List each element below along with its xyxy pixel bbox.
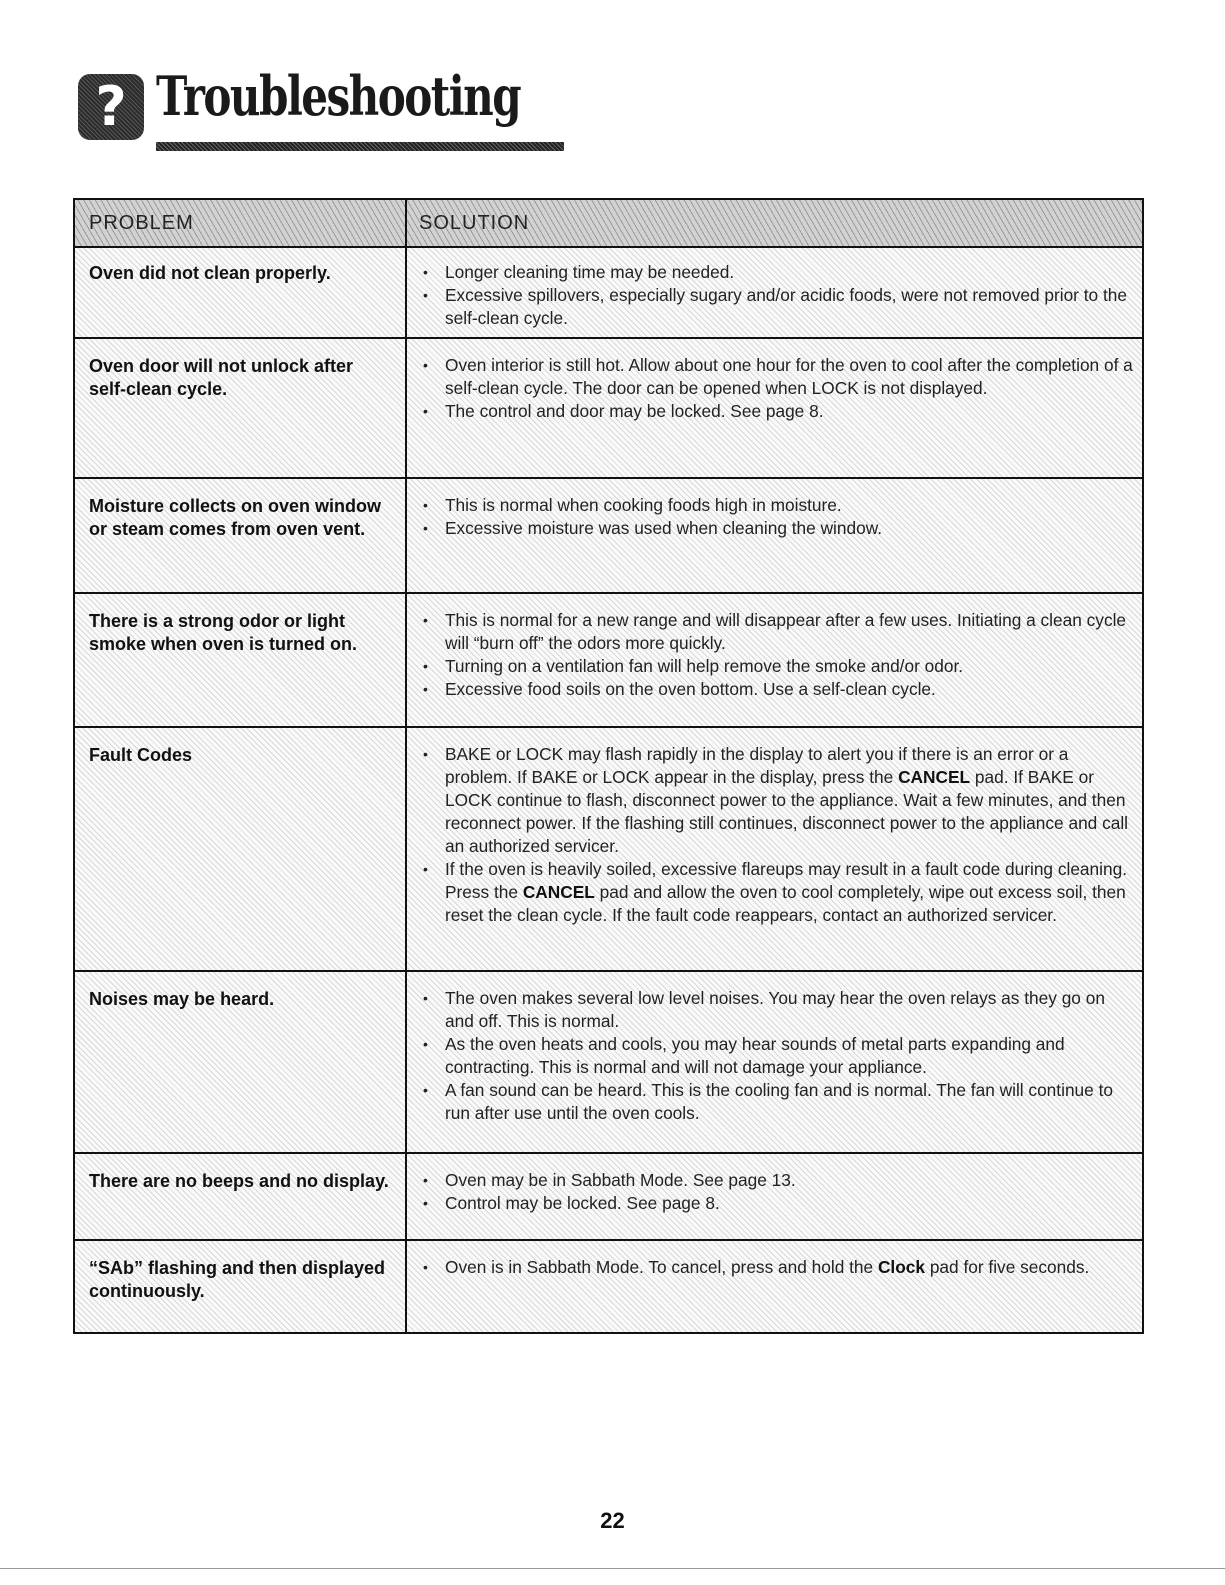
solution-item: • As the oven heats and cools, you may hear sounds of metal parts expanding and contracting. This is normal and will not damage your appliance. — [421, 1033, 1137, 1079]
table-row — [75, 972, 1142, 1154]
solution-item: • If the oven is heavily soiled, excessive flareups may result in a fault code during cleaning. Press the CANCEL pad and allow the oven to cool completely, wipe out excess soil, then reset the clean cycle. If the fault code reappears, contact an authorized servicer. — [421, 858, 1137, 927]
solution-item: • Excessive moisture was used when cleaning the window. — [421, 517, 1137, 540]
table-row — [75, 728, 1142, 972]
table-row — [75, 339, 1142, 479]
column-divider — [405, 246, 407, 337]
header-divider — [405, 200, 407, 246]
solution-list — [421, 1256, 1137, 1279]
solution-item: • Excessive spillovers, especially sugary and/or acidic foods, were not removed prior to the self-clean cycle. — [421, 284, 1137, 330]
solution-list — [421, 1169, 1137, 1215]
solution-item: • The oven makes several low level noises. You may hear the oven relays as they go on and off. This is normal. — [421, 987, 1137, 1033]
solution-list — [421, 987, 1137, 1125]
problem-text: Oven did not clean properly. — [89, 263, 331, 283]
problem-text: Noises may be heard. — [89, 989, 275, 1009]
solution-list — [421, 494, 1137, 540]
solution-item: • Oven is in Sabbath Mode. To cancel, press and hold the Clock pad for five seconds. — [421, 1256, 1137, 1279]
problem-text: There are no beeps and no display. — [89, 1171, 389, 1191]
question-mark-icon — [78, 74, 144, 140]
question-mark-glyph: ? — [95, 75, 127, 138]
problem-text: “SAb” flashing and then displayed continuously. — [89, 1258, 386, 1301]
title-underline — [156, 142, 564, 151]
solution-item: • The control and door may be locked. See page 8. — [421, 400, 1137, 423]
column-divider — [405, 594, 407, 726]
solution-item: • Oven interior is still hot. Allow about one hour for the oven to cool after the completion of a self-clean cycle. The door can be opened when LOCK is not displayed. — [421, 354, 1137, 400]
column-divider — [405, 728, 407, 970]
solution-item: • This is normal for a new range and will disappear after a few uses. Initiating a clean cycle will “burn off” the odors more quickly. — [421, 609, 1137, 655]
solution-item: • A fan sound can be heard. This is the cooling fan and is normal. The fan will continue to run after use until the oven cools. — [421, 1079, 1137, 1125]
table-row — [75, 594, 1142, 728]
solution-item: • Oven may be in Sabbath Mode. See page 13. — [421, 1169, 1137, 1192]
troubleshooting-table — [73, 198, 1144, 1334]
column-divider — [405, 1154, 407, 1239]
page-title: Troubleshooting — [156, 64, 521, 128]
table-row — [75, 479, 1142, 594]
table-row — [75, 246, 1142, 339]
solution-list — [421, 609, 1137, 701]
column-divider — [405, 479, 407, 592]
column-header-solution: SOLUTION — [419, 212, 530, 234]
solution-list — [421, 743, 1137, 927]
page-number: 22 — [600, 1508, 625, 1533]
table-row — [75, 1154, 1142, 1241]
solution-item: • Turning on a ventilation fan will help remove the smoke and/or odor. — [421, 655, 1137, 678]
column-divider — [405, 339, 407, 477]
column-divider — [405, 972, 407, 1152]
problem-text: Fault Codes — [89, 745, 193, 765]
solution-item: • This is normal when cooking foods high in moisture. — [421, 494, 1137, 517]
page-bottom-rule — [0, 1568, 1225, 1569]
column-divider — [405, 1241, 407, 1332]
solution-item: • Longer cleaning time may be needed. — [421, 261, 1137, 284]
solution-item: • Control may be locked. See page 8. — [421, 1192, 1137, 1215]
page-header — [78, 64, 678, 158]
column-header-problem: PROBLEM — [89, 212, 194, 234]
table-row — [75, 1241, 1142, 1332]
solution-list — [421, 354, 1137, 423]
problem-text: There is a strong odor or light smoke when oven is turned on. — [89, 611, 358, 654]
solution-list — [421, 261, 1137, 330]
solution-item: • BAKE or LOCK may flash rapidly in the display to alert you if there is an error or a problem. If BAKE or LOCK appear in the display, press the CANCEL pad. If BAKE or LOCK continue to flash, disconnect power to the appliance. Wait a few minutes, and then reconnect power. If the flashing still continues, disconnect power to the appliance and call an authorized servicer. — [421, 743, 1137, 858]
table-header — [75, 200, 1142, 248]
problem-text: Moisture collects on oven window or steam comes from oven vent. — [89, 496, 382, 539]
problem-text: Oven door will not unlock after self-clean cycle. — [89, 356, 354, 399]
solution-item: • Excessive food soils on the oven bottom. Use a self-clean cycle. — [421, 678, 1137, 701]
